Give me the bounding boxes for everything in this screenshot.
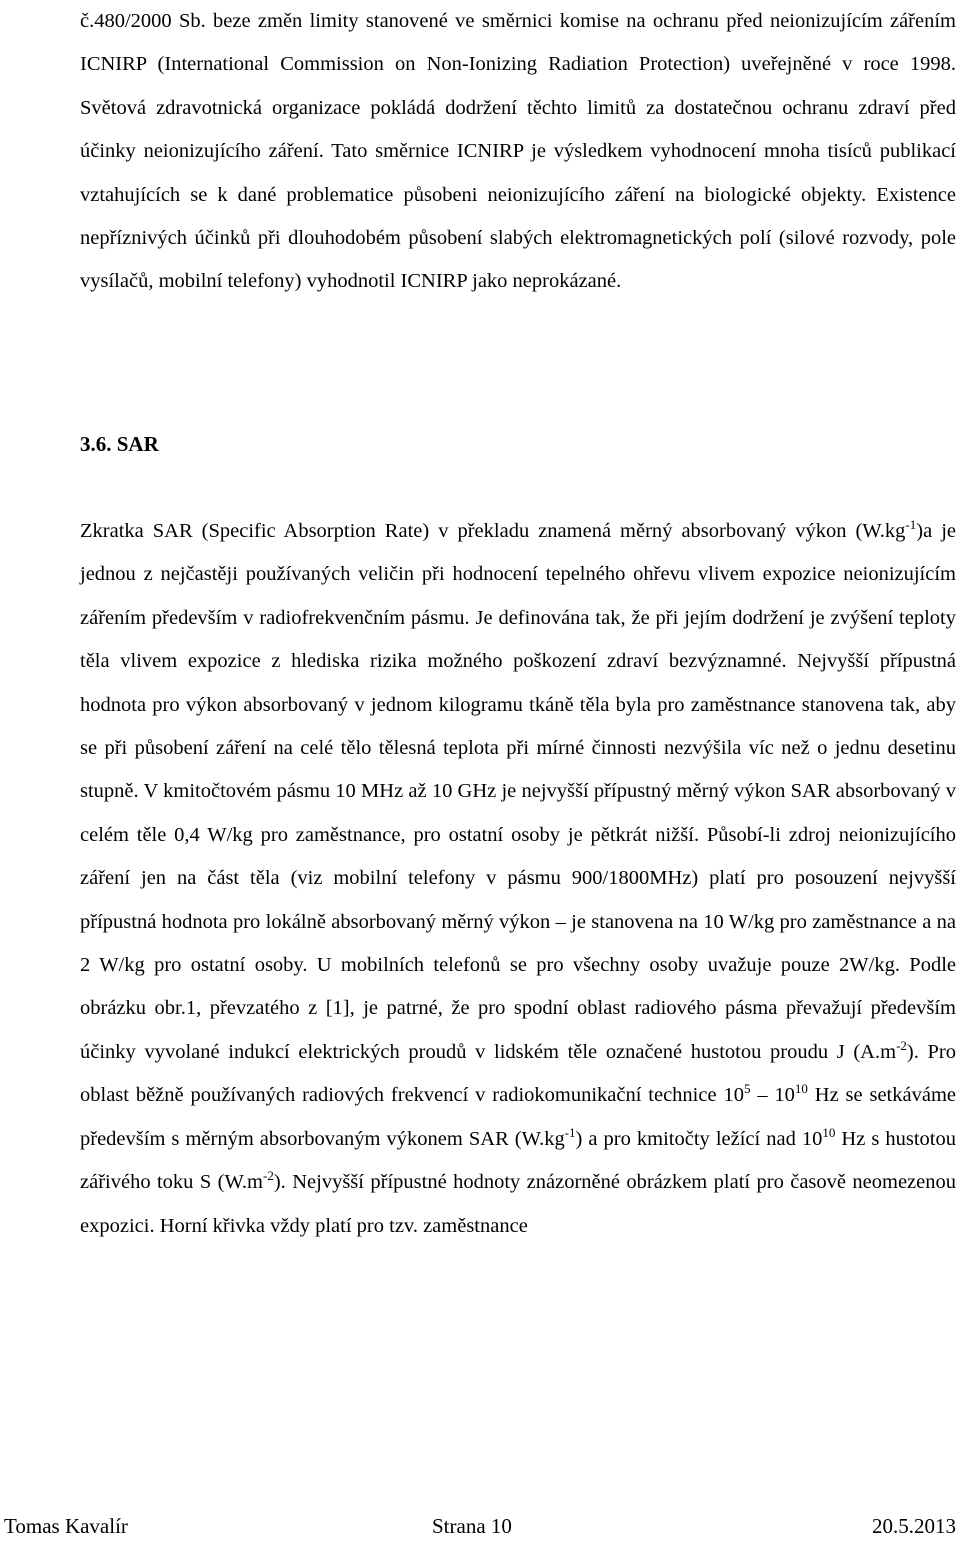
sar-paragraph bbox=[80, 510, 956, 1248]
sar-sup-2: -2 bbox=[896, 1037, 907, 1053]
sar-text-2: )a je jednou z nejčastěji používaných veličin při hodnocení tepelného ohřevu vlivem expozice neionizujícím zářením především v radiofrekvenčním pásmu. Je definována tak, že při jejím dodržení je zvýšení teploty těla vlivem expozice z hlediska rizika možného poškození zdraví bezvýznamné. Nejvyšší přípustná hodnota pro výkon absorbovaný v jednom kilogramu tkáně těla byla pro zaměstnance stanovena tak, aby se při působení záření na celé tělo tělesná teplota při mírné činnosti nezvýšila víc než o jednu desetinu stupně. V kmitočtovém pásmu 10 MHz až 10 GHz je nejvyšší přípustný měrný výkon SAR absorbovaný v celém těle 0,4 W/kg pro zaměstnance, pro ostatní osoby je pětkrát nižší. Působí-li zdroj neionizujícího záření jen na část těla (viz mobilní telefony v pásmu 900/1800MHz) platí pro posouzení nejvyšší přípustná hodnota pro lokálně absorbovaný měrný výkon – je stanovena na 10 W/kg pro zaměstnance a na 2 W/kg pro ostatní osoby. U mobilních telefonů se pro všechny osoby uvažuje pouze 2W/kg. Podle obrázku obr.1, převzatého z [1], je patrné, že pro spodní oblast radiového pásma převažují především účinky vyvolané indukcí elektrických proudů v lidském těle označené hustotou proudu J (A.m bbox=[80, 520, 956, 1063]
sar-sup-4: 10 bbox=[794, 1081, 808, 1097]
footer-author: Tomas Kavalír bbox=[4, 1514, 128, 1538]
sar-text-4: – 10 bbox=[750, 1084, 795, 1107]
sar-text-7: Hz s hustotou zářivého toku S (W.m bbox=[80, 1127, 957, 1194]
sar-text-8: ). Nejvyšší přípustné hodnoty znázorněné obrázkem platí pro časově neomezenou expozici. Horní křivka vždy platí pro tzv. zaměstnance bbox=[80, 1171, 956, 1237]
sar-sup-5: -1 bbox=[564, 1124, 576, 1140]
sar-sup-7: -2 bbox=[263, 1168, 274, 1184]
sar-text-3: ). Pro oblast běžně používaných radiových frekvencí v radiokomunikační technice 10 bbox=[80, 1040, 956, 1107]
sar-text-1: Zkratka SAR (Specific Absorption Rate) v překladu znamená měrný absorbovaný výkon (W.kg bbox=[80, 520, 906, 542]
section-heading: 3.6. SAR bbox=[80, 432, 159, 456]
sar-sup-1: -1 bbox=[905, 516, 917, 532]
sar-text-6: ) a pro kmitočty ležící nad 10 bbox=[575, 1127, 823, 1150]
sar-sup-6: 10 bbox=[822, 1124, 836, 1140]
intro-paragraph-text: č.480/2000 Sb. beze změn limity stanovené ve směrnici komise na ochranu před neionizujícím zářením ICNIRP (International Commission on Non-Ionizing Radiation Protection) uveřejněné v roce 1998. Světová zdravotnická organizace pokládá dodržení těchto limitů za dostatečnou ochranu zdraví před účinky neionizujícího záření. Tato směrnice ICNIRP je výsledkem vyhodnocení mnoha tisíců publikací vztahujících se k dané problematice působeni neionizujícího záření na biologické objekty. Existence nepříznivých účinků při dlouhodobém působení slabých elektromagnetických polí (silové rozvody, pole vysílačů, mobilní telefony) vyhodnotil ICNIRP jako neprokázané. bbox=[80, 10, 956, 293]
sar-text-5: Hz se setkáváme především s měrným absorbovaným výkonem SAR (W.kg bbox=[80, 1084, 956, 1150]
footer-date: 20.5.2013 bbox=[872, 1514, 956, 1538]
sar-sup-3: 5 bbox=[743, 1081, 751, 1097]
footer-page-number: Strana 10 bbox=[432, 1514, 512, 1538]
intro-paragraph bbox=[80, 0, 956, 304]
